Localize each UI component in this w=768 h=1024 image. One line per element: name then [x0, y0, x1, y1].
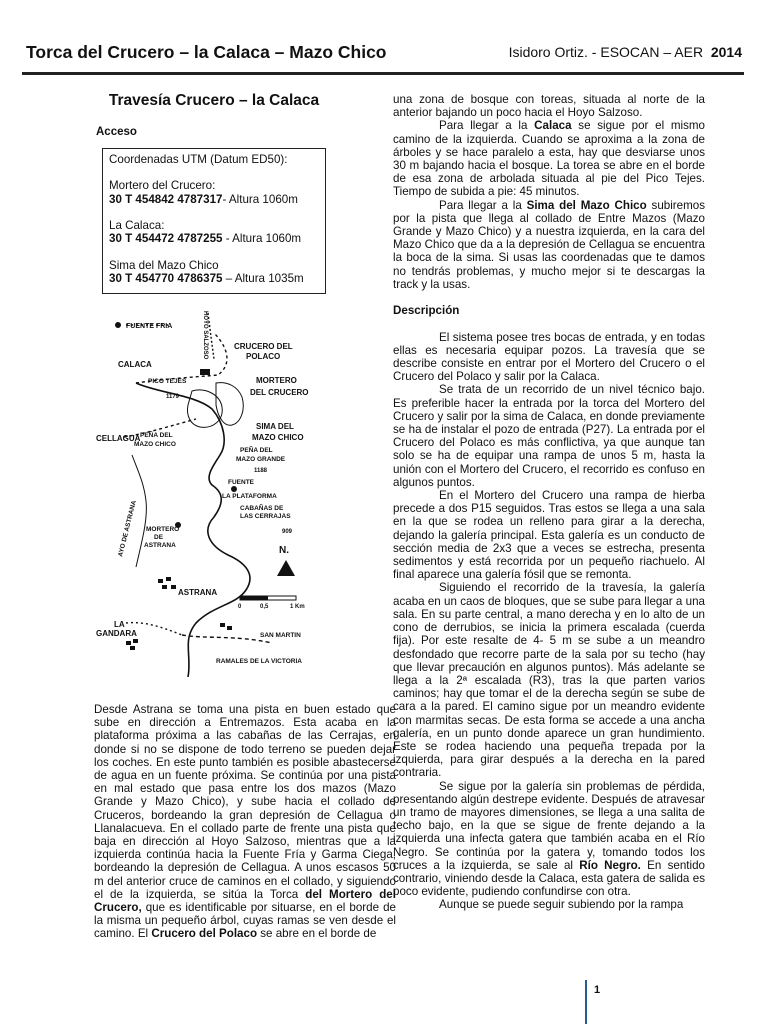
header-title: Torca del Crucero – la Calaca – Mazo Chico [26, 42, 387, 62]
map-drawing [96, 305, 346, 677]
location-map [96, 305, 346, 677]
map-label-crucero-polaco: POLACO [246, 352, 281, 361]
coord-alt: - Altura 1060m [222, 192, 298, 206]
paragraph: Siguiendo el recorrido de la travesía, la galería acaba en un caos de bloques, que se sube para llegar a una sala. En su parte central, a mano derecha y en lo alto de un cono de derrubios, se inicia la primera escalada (cuerda fija). Por este resalte de 4- 5 m se sube a un meandro desfondado que recorre parte de la sala por su techo (hay que llevar precaución en algunos puntos). Más adelante se llega a la 2ª escalada (R3), tras la que parten varios caminos; hay que tomar el de la derecha según se sube de cara a la pared. El camino sigue por un meandro evidente con marmitas secas. De esta forma se accede a una ancha galería, en un punto donde aparece un gran hundimiento. Este se rodea haciendo una pequeña trepada por la izquierda, para girar después a la derecha en la pared contraria. [393, 581, 705, 780]
paragraph: Se trata de un recorrido de un nivel técnico bajo. Es preferible hacer la entrada por la torca del Mortero del Crucero y salir por la sima de Calaca, en donde previamente se ha de instalar el pozo de entrada (P27). La entrada por el Crucero del Polaco es más conflictiva, ya que aunque tan solo se ha de equipar una rampa de unos 5 m, hasta la unión con el Mortero del Crucero, el recorrido es confuso en algunos puntos. [393, 383, 705, 489]
map-label-arroyo: AYO DE ASTRANA [117, 499, 138, 558]
coord-utm: 30 T 454472 4787255 [109, 232, 223, 246]
section-title: Travesía Crucero – la Calaca [108, 92, 320, 109]
map-label-hoyo-salzoso: HOYO SALZOSO [202, 311, 208, 360]
map-scale-label: 0 [238, 604, 242, 610]
coord-name: Mortero del Crucero: [109, 179, 216, 193]
text-run-bold: del Mortero del Crucero, [94, 887, 396, 915]
map-label-plataforma: LA PLATAFORMA [222, 493, 277, 500]
left-column-text [94, 703, 396, 941]
coord-name: Sima del Mazo Chico [109, 258, 219, 272]
text-run: En sentido contrario, viniendo desde la Calaca, esta gatera de salida es poco evidente, pudiendo confundirse con otra. [393, 858, 705, 899]
paragraph: El sistema posee tres bocas de entrada, y en todas ellas es necesaria equipar pozos. La travesía que se describe consiste en entrar por el Mortero del Crucero o el Crucero del Polaco y salir por la Calaca. [393, 330, 705, 384]
map-label-pena-mazo-grande: MAZO GRANDE [236, 456, 286, 463]
coord-name: La Calaca: [109, 218, 165, 232]
map-north-label: N. [279, 545, 289, 556]
paragraph [393, 199, 705, 291]
description-heading: Descripción [393, 304, 460, 318]
access-heading: Acceso [96, 126, 137, 138]
map-label-altitude: 1179 [166, 394, 180, 400]
coord-alt: - Altura 1060m [222, 232, 302, 246]
map-label-mortero: DEL CRUCERO [250, 388, 309, 397]
coord-value [109, 193, 319, 206]
page-number: 1 [594, 984, 601, 996]
text-run: se sigue por el mismo camino de la izquierda. Cuando se aproxima a la zona de árboles y se hace paralelo a esta, hay que desviarse unos 30 m bajando hacia el bosque. La torea se abre en el borde de esa zona de arbolada situada al pie del Pico Tejes. Tiempo de subida a pie: 45 minutos. [393, 119, 706, 199]
text-run: subiremos por la pista que llega al collado de Entre Mazos (Mazo Grande y Mazo Chico) y a nuestra izquierda, en la cara del Mazo Chico que da a la depresión de Cellagua se encuentra la boca de la sima. Si usas las coordenadas que te damos no tendrás problemas, y mucho mejor si te descargas la track y la usas. [393, 198, 705, 291]
map-label-ramales: RAMALES DE LA VICTORIA [216, 658, 302, 665]
map-label-pena-mazo-chico: PEÑA DEL [140, 432, 173, 439]
map-label-mortero: MORTERO [256, 376, 297, 385]
text-run: Para llegar a la [439, 198, 527, 212]
map-label-fuente-fria: FUENTE FRIA [126, 323, 173, 330]
coord-utm: 30 T 454770 4786375 [109, 271, 223, 285]
map-label-san-martin: SAN MARTIN [260, 632, 301, 639]
coord-utm: 30 T 454842 4787317 [109, 192, 223, 206]
paragraph: En el Mortero del Crucero una rampa de hierba precede a dos P15 seguidos. Tras estos se llega a una sala en la que se rodea un relleno para girar a la derecha, dejando la galería principal. Esta galería es un conducto de sección media de 2x3 que a veces se estrecha, presenta sedimentos y está recorrida por un pequeño riachuelo. Al final aparece una galería fósil que se remonta. [393, 489, 705, 582]
author-name: Isidoro Ortiz. - ESOCAN – AER [508, 44, 704, 60]
coord-alt: – Altura 1035m [222, 271, 304, 285]
coordinates-box [102, 148, 326, 294]
map-label-mortero-astrana: MORTERO [146, 526, 180, 533]
coord-value [109, 232, 319, 245]
coord-value [109, 272, 319, 285]
text-run-bold: Calaca [534, 119, 572, 133]
header-author [509, 44, 742, 60]
paragraph: una zona de bosque con toreas, situada al norte de la anterior bajando un poco hacia el Hoyo Salzoso. [393, 93, 705, 120]
map-label-pico-tejes: PICO TEJES [148, 378, 187, 385]
map-label-altitude: 1188 [254, 468, 268, 474]
header-rule [22, 72, 744, 75]
text-run: que es identificable por situarse, en el borde de la misma un pequeño árbol, cuyas ramas se ven desde el camino. El [94, 901, 396, 941]
map-label-gandara: GANDARA [96, 629, 137, 638]
map-label-mortero-astrana: DE [154, 534, 164, 541]
map-label-cabanas: LAS CERRAJAS [240, 513, 291, 520]
paragraph [94, 703, 396, 941]
map-label-pena-mazo-chico: MAZO CHICO [134, 441, 176, 448]
right-column-text [393, 93, 705, 912]
map-scale-label: 0,5 [260, 604, 269, 610]
map-label-pena-mazo-grande: PEÑA DEL [240, 447, 273, 454]
map-label-sima: MAZO CHICO [252, 433, 304, 442]
map-label-calaca: CALACA [118, 360, 152, 369]
paragraph: Aunque se puede seguir subiendo por la rampa [439, 898, 684, 912]
map-label-cabanas: CABAÑAS DE [240, 505, 284, 512]
paragraph [393, 780, 705, 899]
map-label-crucero-polaco: CRUCERO DEL [234, 342, 293, 351]
text-run-bold: Crucero del Polaco [151, 927, 258, 941]
page-header [26, 40, 742, 70]
text-run: Se sigue por la galería sin problemas de pérdida, presentando algún destrepe evidente. Después de atravesar un tramo de mayores dimensiones, se llega a una salita de techo bajo, en la que se sigue de frente dejando a la izquierda una infecta gatera que también acaba en el Río Negro. Se continúa por la gatera y, tomando todos los cruces a la izquierda, se sale al [393, 779, 705, 872]
map-label-mortero-astrana: ASTRANA [144, 542, 176, 549]
map-label-sima: SIMA DEL [256, 422, 294, 431]
paragraph [393, 119, 705, 198]
map-label-astrana: ASTRANA [178, 588, 218, 597]
map-label-fuente: FUENTE [228, 479, 254, 486]
map-label-cellagua: CELLAGUA [96, 434, 141, 443]
text-run-bold: Río Negro. [579, 858, 641, 872]
footer-rule [585, 980, 587, 1024]
text-run: Desde Astrana se toma una pista en buen estado que sube en dirección a Entremazos. Esta acaba en la plataforma próxima a las cabañas de las Cerrajas, en donde si no se dispone de todo terreno se pueden dejar los coches. En este punto también es posible abastecerse de agua en un fuente próxima. Se continúa por una pista en mal estado que pasa entre los dos mazos (Mazo Grande y Mazo Chico), y sube hacia el collado de Cruceros, bordeando la gran depresión de Cellagua o Llanalacueva. En el collado parte de frente una pista que baja en dirección al Hoyo Salzoso, mientras que a la izquierda continúa hacia la Fuente Fría y Garma Ciega, bordeando la depresión de Cellagua. A unos escasos 50 m del anterior cruce de caminos en el collado, y siguiendo el de la izquierda, se sitúa la Torca [94, 703, 396, 901]
text-run-bold: Sima del Mazo Chico [526, 198, 647, 212]
text-run: se abre en el borde de [257, 927, 377, 941]
header-year: 2014 [710, 44, 742, 60]
coords-heading: Coordenadas UTM (Datum ED50): [109, 153, 288, 166]
text-run: Para llegar a la [439, 119, 535, 133]
map-scale-label: 1 Km [290, 604, 305, 610]
map-label-altitude: 909 [282, 529, 293, 535]
map-label-gandara: LA [114, 620, 125, 629]
